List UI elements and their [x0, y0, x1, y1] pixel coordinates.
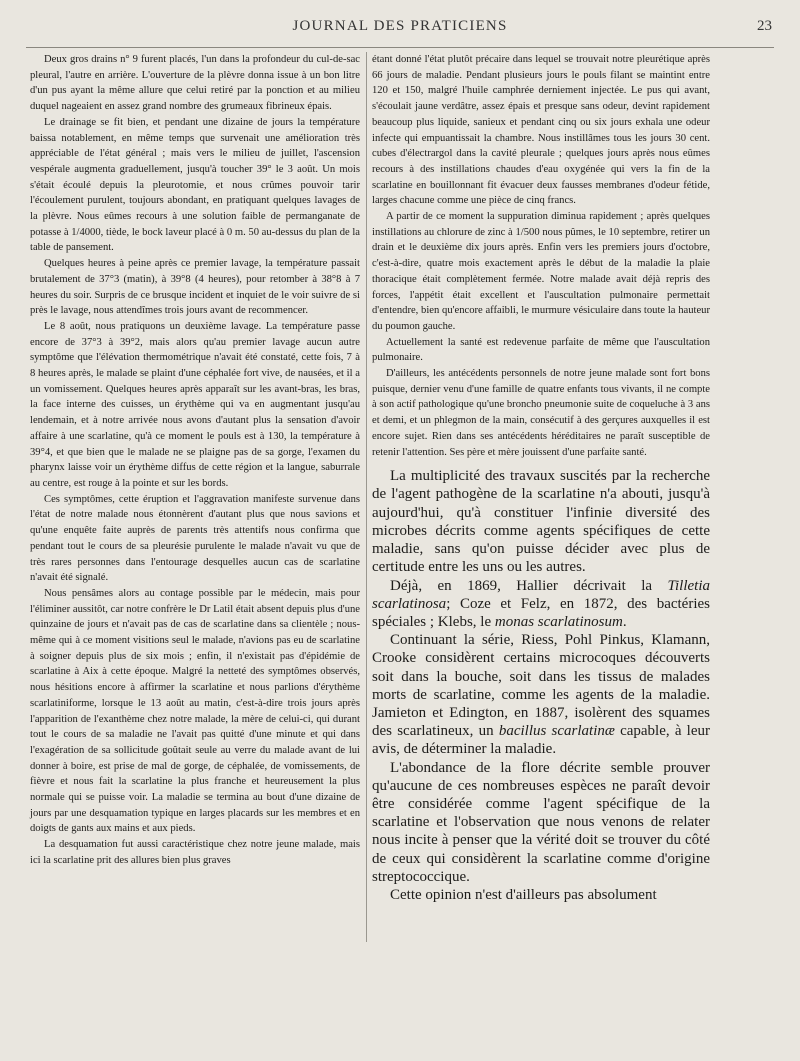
text-run: Continuant la série, Riess, Pohl Pinkus, Klamann, Crooke considèrent certains microcoques découverts soit dans la bouche, soit dans les tissus de malades morts de scarlatine, comme les agents de la maladie. Jamieton et Edington, en 1887, isolèrent des squames des scarlatineux, un — [372, 632, 710, 740]
paragraph: La multiplicité des travaux suscités par la recherche de l'agent pathogène de la scarlatine n'a abouti, jusqu'à aujourd'hui, qu'à constituer l'infinie diversité des microbes décrits comme agents spécifiques de cette maladie, sans qu'on puisse décider avec plus de certitude entre les uns ou les autres. — [372, 468, 710, 576]
left-column — [30, 52, 360, 869]
right-column-large-text — [372, 467, 710, 904]
paragraph: D'ailleurs, les antécédents personnels de notre jeune malade sont fort bons puisque, dernier venu d'une famille de quatre enfants tous vivants, il ne compte à son actif pathologique qu'une broncho pneumonie suite de coqueluche à 3 ans et demi, et un phlegmon de la main, consécutif à des gerçures auxquelles il est encore sujet. Rien dans ses antécédents héréditaires ne paraît susceptible de retenir l'attention. Ses père et mère jouissent d'une parfaite santé. — [372, 368, 710, 458]
paragraph: A partir de ce moment la suppuration diminua rapidement ; après quelques instillations au chlorure de zinc à 1/500 nous pûmes, le 10 septembre, retirer un drain et le deuxième dix jours après. Enfin vers les premiers jours d'octobre, c'est-à-dire, quatre mois exactement après le début de la maladie la plaie thoracique était complètement fermée. Notre malade avait déjà repris des forces, l'appétit était excellent et l'auscultation pulmonaire permettait d'entendre, bien qu'encore affaibli, le murmure vésiculaire dans toute la hauteur du poumon gauche. — [372, 211, 710, 332]
italic-term: bacillus scarlatinæ — [498, 723, 615, 740]
paragraph: Actuellement la santé est redevenue parfaite de même que l'auscultation pulmonaire. — [372, 336, 710, 364]
paragraph: Ces symptômes, cette éruption et l'aggravation manifeste survenue dans l'état de notre malade nous étonnèrent d'autant plus que nous savions et qu'une enquête faite auprès de parents très attentifs nous confirma que pendant tout le cours de sa pleurésie purulente le malade n'avait vu que de très rares personnes dans l'entourage desquelles aucun cas de scarlatine n'avait été signalé. — [30, 493, 360, 584]
paragraph — [372, 577, 710, 632]
paragraph: Quelques heures à peine après ce premier lavage, la température passait brutalement de 37°3 (matin), à 39°8 (4 heures), pour retomber à 38°8 à 7 heures du soir. Surpris de ce brusque incident et inquiet de le voir suivre de si près le lavage, nous attendîmes trois jours avant de recommencer. — [30, 258, 360, 317]
italic-term: monas scarlatinosum — [494, 613, 623, 630]
text-run: Déjà, en 1869, Hallier décrivait la — [390, 577, 668, 594]
text-run: . — [622, 613, 627, 630]
italic-term: Tilletia scarlatinosa — [372, 577, 710, 612]
text-run: capable, à leur avis, de déterminer la maladie. — [372, 723, 711, 758]
paragraph: Nous pensâmes alors au contage possible par le médecin, mais pour l'éliminer aussitôt, car notre confrère le Dr Latil était absent depuis plus d'une quinzaine de jours et n'avait pas de cas de scarlatine dans sa clientèle ; nous-même qui à ce moment visitions seul le malade, n'avions pas eu de scarlatine à soigner depuis plus de six mois ; enfin, il n'existait pas d'épidémie de scarlatine à Aix à cette époque. Malgré la netteté des symptômes observés, nous hésitions encore à affirmer la scarlatine et nous parlions d'érythème scarlatiniforme, lorsque le 13 août au matin, c'est-à-dire trois jours après l'apparition de l'exanthème chez notre malade, la mère de celui-ci, qui durant tout le cours de sa maladie ne l'avait pas quitté d'une minute et qui dans l'exagération de sa sollicitude goûtait seule au verre du malade avant de lui donner à boire, est prise de mal de gorge, de céphalée, de vomissements, de fièvre et nous fait la scarlatine la plus franche et heureusement la plus normale qui se puisse voir. La maladie se termina au bout d'une dizaine de jours par une desquamation typique en larges placards sur les membres et en doigts de gants aux mains et aux pieds. — [30, 587, 360, 835]
paragraph — [372, 631, 710, 758]
paragraph: Deux gros drains n° 9 furent placés, l'un dans la profondeur du cul-de-sac pleural, l'autre en arrière. L'ouverture de la plèvre donna issue à un bon litre d'un pus ayant la même allure que celui retiré par la ponction et au milieu duquel nageaient en assez grand nombre des grumeaux fibrineux épais. — [30, 54, 360, 113]
page-number: 23 — [757, 18, 772, 34]
right-column — [372, 52, 710, 904]
text-run: ; Coze et Felz, en 1872, des bactéries spéciales ; Klebs, le — [372, 595, 710, 630]
paragraph: Le 8 août, nous pratiquons un deuxième lavage. La température passe encore de 37°3 à 39°2, mais alors qu'au premier lavage aucun autre symptôme que l'élévation thermométrique n'avait été constaté, cette fois, 7 à 8 heures après, le malade se plaint d'une céphalée fort vive, de nausées, et il a un vomissement. Quelques heures après apparaît sur les avant-bras, les bras, la face interne des cuisses, un érythème qui va en augmentant jusqu'au lendemain, et à notre arrivée nous avons d'autant plus la sensation d'avoir affaire à une scarlatine, qu'à ce moment le pouls est à 130, la température à 39°4, et que bien que le malade ne se plaigne pas de sa gorge, l'examen du pharynx laisse voir un érythème diffus de cette région et la langue, saburrale au centre, est rouge à la pointe et sur les bords. — [30, 320, 360, 489]
paragraph: Cette opinion n'est d'ailleurs pas absolument — [390, 886, 657, 903]
right-column-small-text — [372, 52, 710, 460]
journal-title: JOURNAL DES PRATICIENS — [292, 18, 508, 34]
paragraph: L'abondance de la flore décrite semble prouver qu'aucune de ces nombreuses espèces ne paraît devoir être considérée comme l'agent spécifique de la scarlatine et l'observation que nous venons de relater nous incite à penser que la vérité doit se trouver du côté de ceux qui considèrent la scarlatine comme d'origine streptococcique. — [372, 759, 710, 885]
paragraph: Le drainage se fit bien, et pendant une dizaine de jours la température baissa notablement, en même temps que survenait une amélioration très appréciable de l'état général ; mais vers le milieu de juillet, l'ascension vespérale augmenta graduellement, jusqu'à toucher 39° le 3 août. Un mois s'était écoulé depuis la pleurotomie, et nous crûmes pouvoir tarir l'écoulement purulent, toujours abondant, en pratiquant quelques lavages de la plèvre. Nous eûmes recours à une solution faible de permanganate de potasse à 1/4000, tiède, le bock laveur placé à 0 m. 50 au-dessus du plan de la table de pansement. — [30, 116, 360, 254]
paragraph: La desquamation fut aussi caractéristique chez notre jeune malade, mais ici la scarlatine prit des allures bien plus graves — [30, 839, 360, 866]
page-header — [28, 18, 772, 42]
column-divider — [366, 52, 367, 942]
paragraph: étant donné l'état plutôt précaire dans lequel se trouvait notre pleurétique après 66 jours de maladie. Pendant plusieurs jours le pouls filant se maintint entre 120 et 150, malgré l'huile camphrée derniement injectée. Le pus qui avant, s'écoulait jaune verdâtre, assez épais et presque sans odeur, devint rapidement beaucoup plus liquide, sanieux et pendant cinq ou six jours exhala une odeur infecte qui empuantissait la chambre. Nous instillâmes tous les jours 30 cent. cubes d'électrargol dans la cavité pleurale ; quelques jours après nous eûmes recours à des instillations chaudes d'eau oxygénée qui vers la fin de la scarlatine en bouillonnant fit évacuer deux fausses membranes d'odeur fétide, larges chacune comme une pièce de cinq francs. — [372, 54, 710, 207]
header-rule — [26, 47, 774, 48]
